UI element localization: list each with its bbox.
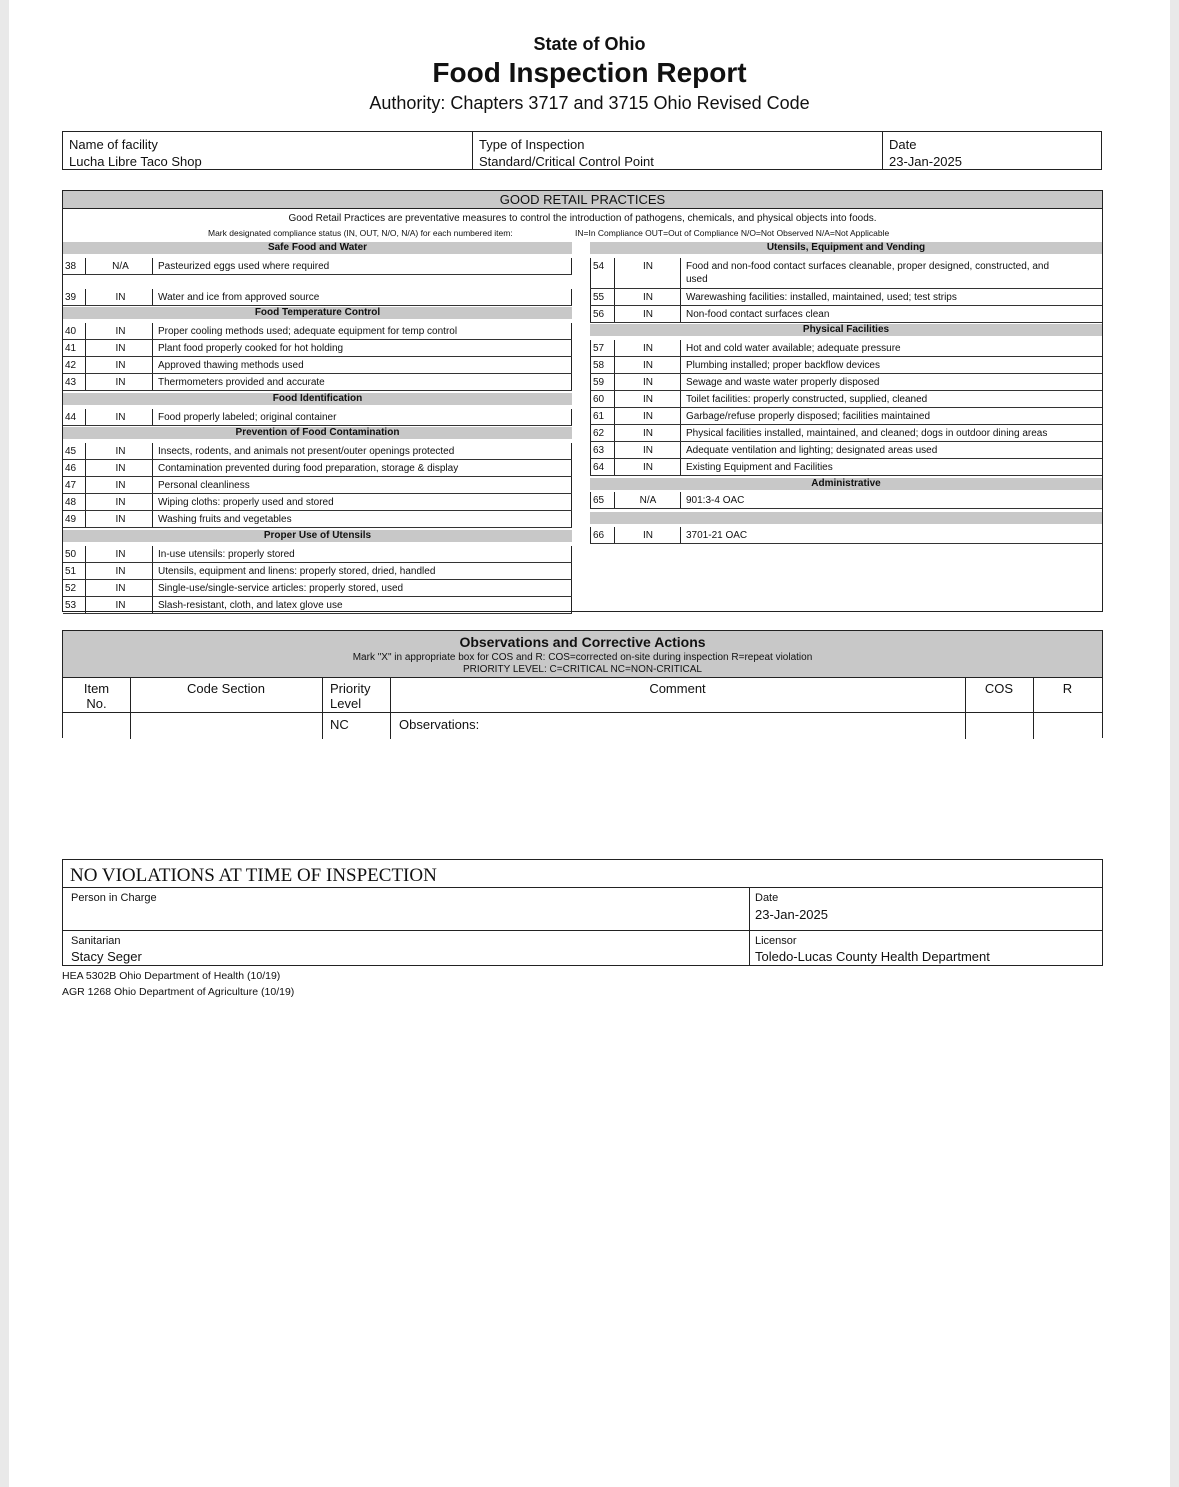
sanitarian-label: Sanitarian: [71, 935, 121, 947]
sanitarian-name: Stacy Seger: [71, 949, 142, 964]
item-number: 54: [593, 261, 605, 272]
grp-item-row: [63, 409, 572, 426]
item-number: 64: [593, 462, 605, 473]
compliance-status: IN: [643, 377, 653, 388]
grp-item-row: [590, 425, 1102, 442]
signature-date-label: Date: [755, 892, 779, 904]
item-number: 43: [65, 377, 77, 388]
compliance-status: IN: [115, 480, 126, 491]
item-description: Utensils, equipment and linens: properly stored, dried, handled: [158, 566, 436, 577]
grp-item-row: [63, 289, 572, 306]
item-description: Pasteurized eggs used where required: [158, 261, 330, 272]
section-utensils-equipment: Utensils, Equipment and Vending: [590, 242, 1102, 254]
grp-item-row: [63, 477, 572, 494]
authority-line: Authority: Chapters 3717 and 3715 Ohio Revised Code: [369, 93, 810, 113]
priority-level-note: PRIORITY LEVEL: C=CRITICAL NC=NON-CRITICAL: [463, 664, 702, 675]
item-number: 42: [65, 360, 77, 371]
item-description: Physical facilities installed, maintained, and cleaned; dogs in outdoor dining areas: [686, 428, 1048, 439]
compliance-status: IN: [643, 530, 653, 541]
compliance-status: IN: [643, 445, 653, 456]
item-number: 56: [593, 309, 605, 320]
item-description: Contamination prevented during food preparation, storage & display: [158, 463, 459, 474]
item-description: Existing Equipment and Facilities: [686, 462, 833, 473]
compliance-status: IN: [643, 428, 653, 439]
item-description: Washing fruits and vegetables: [158, 514, 292, 525]
report-title: Food Inspection Report: [432, 57, 747, 88]
compliance-status: IN: [115, 326, 126, 337]
grp-item-row: [63, 443, 572, 460]
grp-item-row: [590, 289, 1102, 306]
grp-item-row: [590, 374, 1102, 391]
item-description: Single-use/single-service articles: properly stored, used: [158, 583, 404, 594]
item-description: In-use utensils: properly stored: [158, 549, 295, 560]
grp-item-row: [590, 408, 1102, 425]
licensor-name: Toledo-Lucas County Health Department: [755, 949, 990, 964]
grp-item-row: [590, 340, 1102, 357]
grp-item-row: [590, 527, 1102, 544]
inspection-type-label: Type of Inspection: [479, 137, 585, 152]
item-number: 58: [593, 360, 605, 371]
compliance-status: IN: [643, 360, 653, 371]
right-spacer-bar: [590, 512, 1102, 524]
compliance-status: IN: [115, 292, 126, 303]
grp-item-row: [590, 306, 1102, 323]
col-code-section: Code Section: [186, 681, 266, 696]
item-number: 60: [593, 394, 605, 405]
grp-item-row: [63, 460, 572, 477]
item-number: 61: [593, 411, 605, 422]
item-number: 41: [65, 343, 77, 354]
section-prevention-contamination: Prevention of Food Contamination: [63, 427, 572, 439]
grp-item-row: [63, 374, 572, 391]
facility-box: [62, 131, 1102, 170]
item-number: 51: [65, 566, 77, 577]
section-food-identification: Food Identification: [63, 393, 572, 405]
row-observations: Observations:: [399, 717, 480, 732]
item-description: 901:3-4 OAC: [686, 495, 745, 506]
item-description: Plumbing installed; proper backflow devices: [686, 360, 880, 371]
signature-section: [62, 859, 1103, 966]
date-label: Date: [889, 137, 917, 152]
item-description: Warewashing facilities: installed, maintained, used; test strips: [686, 292, 957, 303]
inspection-type: Standard/Critical Control Point: [479, 154, 654, 169]
observations-title: Observations and Corrective Actions: [459, 634, 706, 650]
compliance-status: IN: [115, 583, 126, 594]
item-number: 40: [65, 326, 77, 337]
compliance-status: IN: [115, 497, 126, 508]
facility-name-label: Name of facility: [69, 137, 158, 152]
grp-item-row: [590, 357, 1102, 374]
col-item-no: Item No.: [83, 681, 110, 711]
col-comment: Comment: [649, 681, 706, 696]
item-number: 52: [65, 583, 77, 594]
compliance-status: IN: [643, 309, 653, 320]
item-number: 39: [65, 292, 77, 303]
report-page: [9, 0, 1170, 1487]
grp-item-row: [63, 357, 572, 374]
grp-item-row: [63, 580, 572, 597]
item-number: 50: [65, 549, 77, 560]
item-description: 3701-21 OAC: [686, 530, 748, 541]
col-priority-level: Priority Level: [330, 681, 371, 711]
item-number: 55: [593, 292, 605, 303]
item-description: Toilet facilities: properly constructed, supplied, cleaned: [686, 394, 928, 405]
grp-item-row: [63, 511, 572, 528]
right-items-column: [590, 191, 1102, 611]
compliance-status: IN: [115, 549, 126, 560]
compliance-status: IN: [643, 394, 653, 405]
form-code-oda: AGR 1268 Ohio Department of Agriculture (10/19): [62, 986, 295, 998]
grp-item-row: [63, 494, 572, 511]
item-description: Insects, rodents, and animals not present/outer openings protected: [158, 446, 455, 457]
compliance-status: IN: [643, 292, 653, 303]
compliance-status: IN: [115, 360, 126, 371]
col-r: R: [1062, 681, 1073, 696]
item-description: Food and non-food contact surfaces cleanable, proper designed, constructed, and: [686, 261, 1050, 272]
item-description: Water and ice from approved source: [158, 292, 320, 303]
grp-item-row: [63, 563, 572, 580]
grp-item-row: [590, 442, 1102, 459]
compliance-status: IN: [115, 600, 126, 611]
good-retail-practices-section: [62, 190, 1103, 612]
item-number: 49: [65, 514, 77, 525]
signature-date: 23-Jan-2025: [755, 907, 828, 922]
grp-title: GOOD RETAIL PRACTICES: [63, 191, 1102, 209]
item-number: 46: [65, 463, 77, 474]
col-cos: COS: [984, 681, 1014, 696]
observations-section: [62, 630, 1103, 738]
facility-name: Lucha Libre Taco Shop: [69, 154, 202, 169]
row-priority-value: NC: [330, 717, 349, 732]
no-violations-banner: NO VIOLATIONS AT TIME OF INSPECTION: [70, 865, 437, 886]
grp-legend-b: IN=In Compliance OUT=Out of Compliance N/O=Not Observed N/A=Not Applicable: [575, 228, 890, 238]
compliance-status: N/A: [112, 261, 129, 272]
compliance-status: N/A: [639, 495, 657, 506]
section-physical-facilities: Physical Facilities: [590, 324, 1102, 336]
item-number: 63: [593, 445, 605, 456]
compliance-status: IN: [643, 261, 653, 272]
grp-item-row: [63, 340, 572, 357]
section-proper-use-utensils: Proper Use of Utensils: [63, 530, 572, 542]
item-description: Hot and cold water available; adequate pressure: [686, 343, 901, 354]
compliance-status: IN: [115, 412, 126, 423]
grp-item-row: [63, 323, 572, 340]
item-description: Plant food properly cooked for hot holding: [158, 343, 344, 354]
item-description: Proper cooling methods used; adequate equipment for temp control: [158, 326, 458, 337]
grp-item-row: [63, 597, 572, 614]
item-number: 66: [593, 530, 605, 541]
compliance-status: IN: [115, 566, 126, 577]
item-number: 53: [65, 600, 77, 611]
item-description: Sewage and waste water properly disposed: [686, 377, 880, 388]
item-description: Slash-resistant, cloth, and latex glove use: [158, 600, 343, 611]
item-description: Personal cleanliness: [158, 480, 250, 491]
state-heading: State of Ohio: [533, 34, 646, 54]
item-number: 65: [593, 495, 605, 506]
grp-item-row: [590, 258, 1102, 289]
observations-header: [63, 631, 1102, 678]
grp-item-row: [63, 258, 572, 275]
item-number: 57: [593, 343, 605, 354]
section-safe-food-water: Safe Food and Water: [63, 242, 572, 254]
observations-mark-note: Mark "X" in appropriate box for COS and R: COS=corrected on-site during inspection R=repeat violation: [352, 652, 813, 663]
item-description-cont: used: [686, 274, 708, 285]
item-number: 44: [65, 412, 77, 423]
item-number: 45: [65, 446, 77, 457]
grp-item-row: [63, 546, 572, 563]
compliance-status: IN: [643, 462, 653, 473]
item-description: Food properly labeled; original container: [158, 412, 337, 423]
item-description: Garbage/refuse properly disposed; facilities maintained: [686, 411, 931, 422]
compliance-status: IN: [643, 343, 653, 354]
item-number: 59: [593, 377, 605, 388]
grp-description: Good Retail Practices are preventative measures to control the introduction of pathogens, chemicals, and physical objects into foods.: [288, 213, 877, 224]
item-description: Non-food contact surfaces clean: [686, 309, 830, 320]
compliance-status: IN: [115, 463, 126, 474]
grp-item-row: [590, 492, 1102, 509]
form-code-odh: HEA 5302B Ohio Department of Health (10/19): [62, 970, 281, 982]
item-description: Adequate ventilation and lighting; designated areas used: [686, 445, 938, 456]
item-number: 47: [65, 480, 77, 491]
item-description: Approved thawing methods used: [158, 360, 304, 371]
compliance-status: IN: [643, 411, 653, 422]
licensor-label: Licensor: [755, 935, 797, 947]
grp-legend-a: Mark designated compliance status (IN, OUT, N/O, N/A) for each numbered item:: [208, 228, 513, 238]
inspection-date: 23-Jan-2025: [889, 154, 962, 169]
grp-item-row: [590, 391, 1102, 408]
compliance-status: IN: [115, 514, 126, 525]
grp-item-row: [590, 459, 1102, 476]
compliance-status: IN: [115, 446, 126, 457]
item-description: Wiping cloths: properly used and stored: [158, 497, 334, 508]
section-food-temperature: Food Temperature Control: [63, 307, 572, 319]
item-description: Thermometers provided and accurate: [158, 377, 325, 388]
item-number: 38: [65, 261, 77, 272]
item-number: 62: [593, 428, 605, 439]
person-in-charge-label: Person in Charge: [71, 892, 157, 904]
compliance-status: IN: [115, 377, 126, 388]
section-administrative: Administrative: [590, 478, 1102, 490]
item-number: 48: [65, 497, 77, 508]
compliance-status: IN: [115, 343, 126, 354]
